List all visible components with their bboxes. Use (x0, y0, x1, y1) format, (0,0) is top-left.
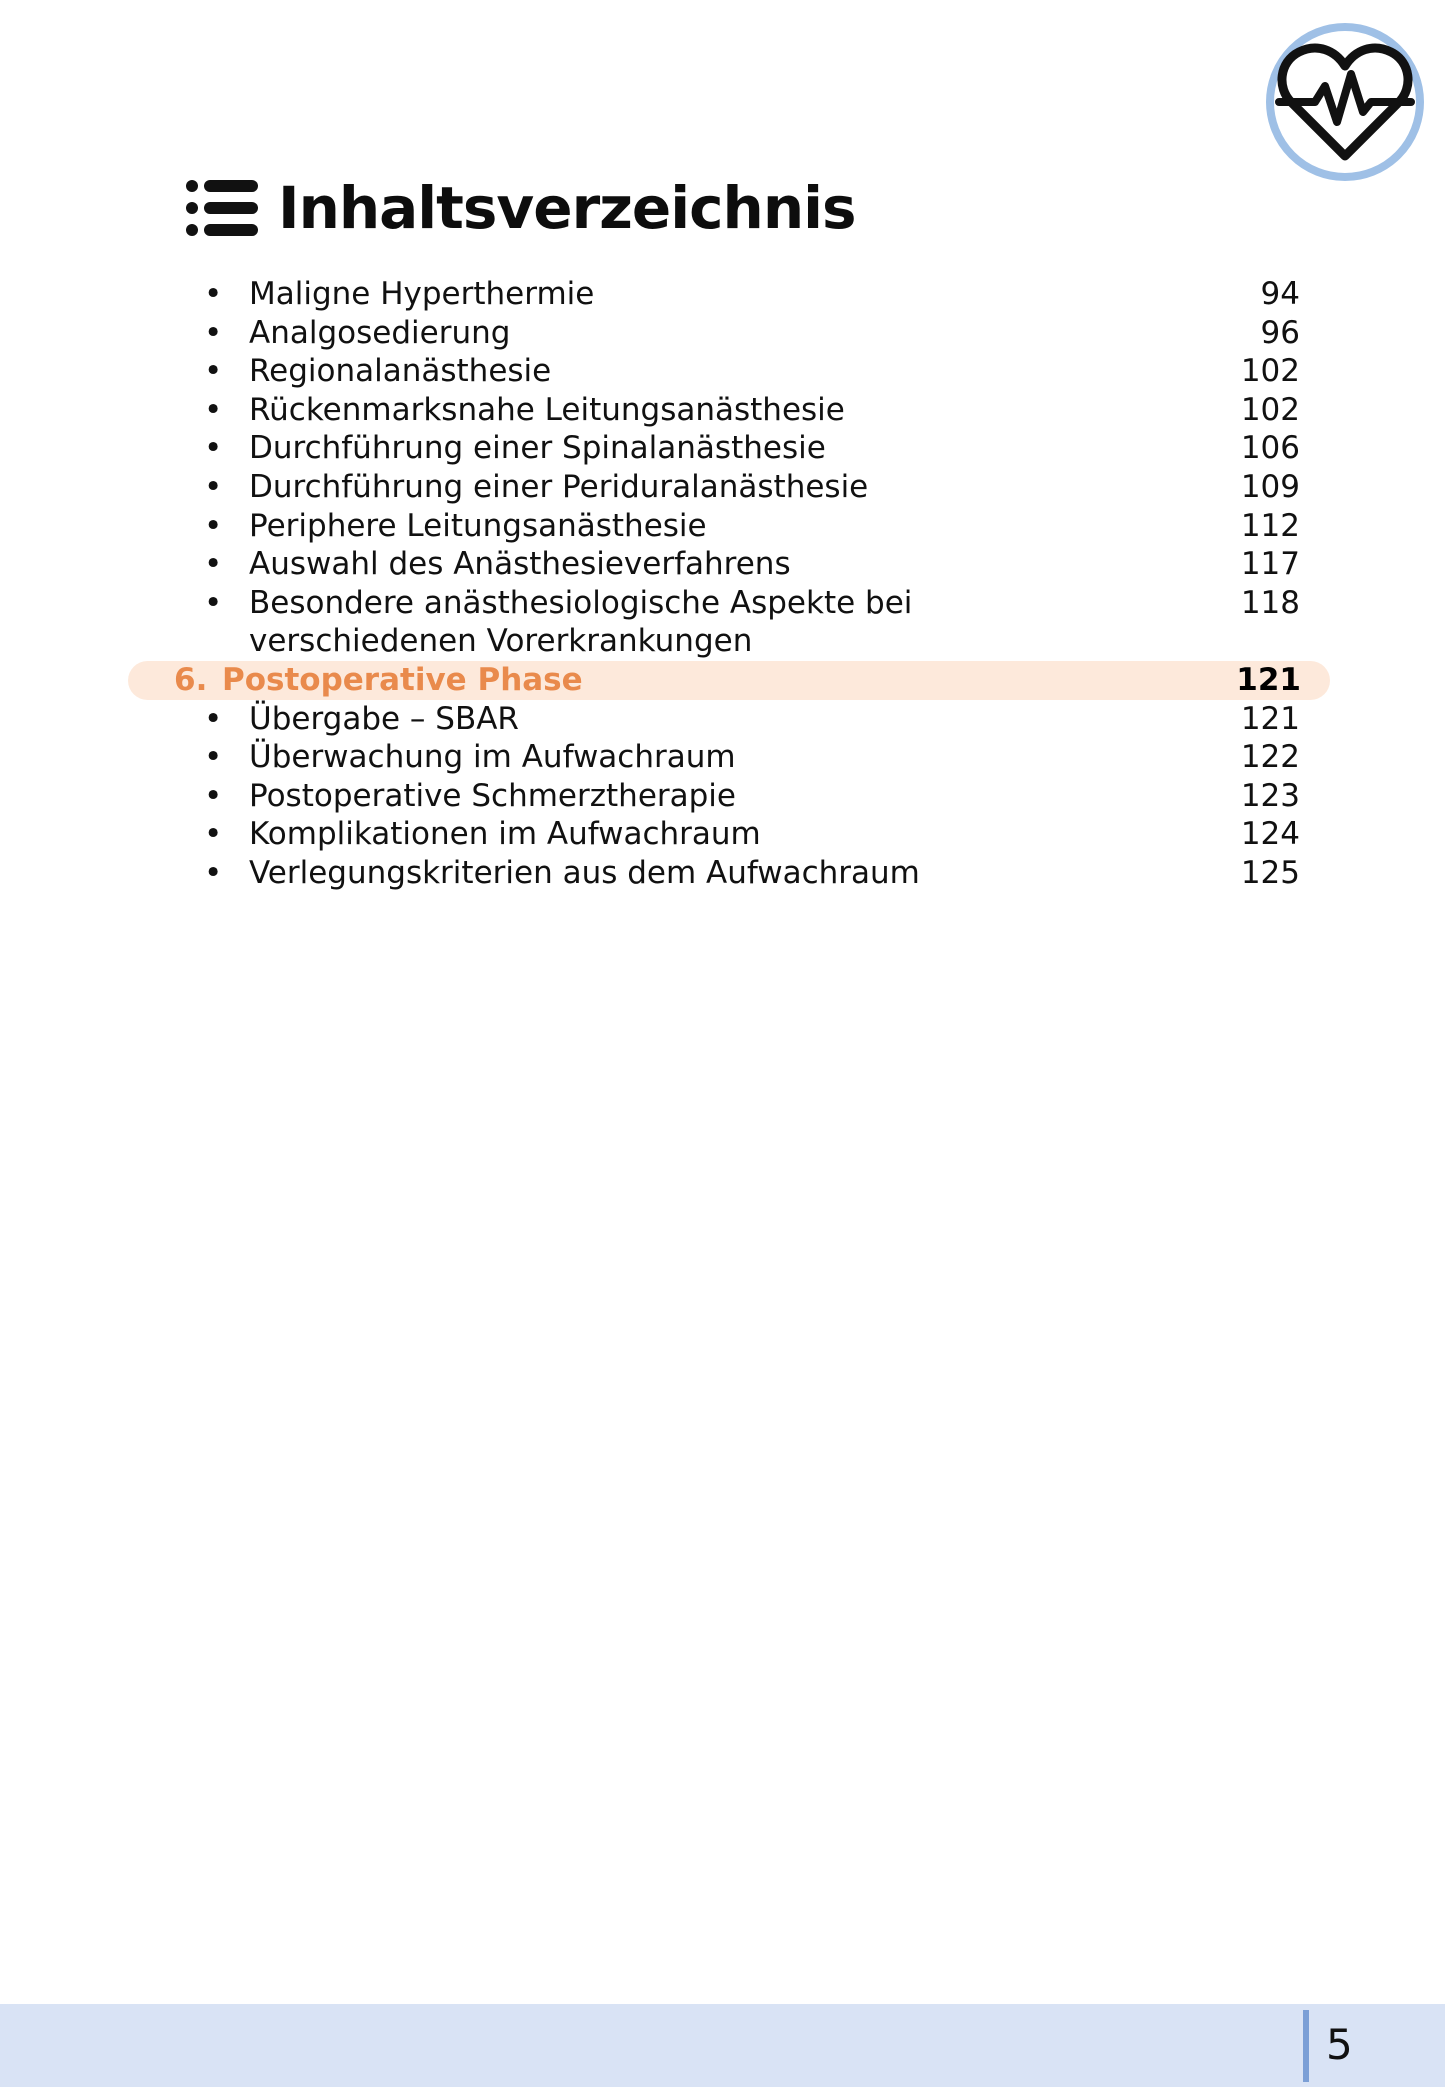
toc-entry[interactable] (0, 507, 1445, 546)
toc-entry[interactable] (0, 314, 1445, 353)
bullet: • (204, 739, 223, 776)
toc-entry-page: 102 (1240, 391, 1300, 428)
toc-entry[interactable] (0, 468, 1445, 507)
bullet: • (204, 314, 223, 351)
toc-section-postoperative-phase[interactable] (128, 661, 1330, 700)
toc-entry-page: 124 (1240, 816, 1300, 853)
page-title: Inhaltsverzeichnis (278, 174, 856, 242)
bullet: • (204, 584, 223, 621)
toc-entry-label: Besondere anästhesiologische Aspekte bei verschiedenen Vorerkrankungen (249, 584, 913, 660)
toc-entry-label: Durchführung einer Periduralanästhesie (249, 468, 869, 505)
toc-entry-label: Maligne Hyperthermie (249, 276, 595, 312)
bullet: • (204, 816, 223, 853)
toc-entry-label: Komplikationen im Aufwachraum (249, 816, 761, 853)
section-page: 121 (1236, 661, 1301, 698)
toc-entry-page: 125 (1240, 854, 1300, 891)
toc-entry-page: 122 (1240, 739, 1300, 776)
toc-entry[interactable] (0, 815, 1445, 854)
toc-entry-page: 94 (1260, 276, 1300, 312)
toc-entry-label: Durchführung einer Spinalanästhesie (249, 430, 826, 467)
toc-entry-label: Überwachung im Aufwachraum (249, 739, 736, 776)
page-number: 5 (1326, 2020, 1353, 2069)
bullet: • (204, 700, 223, 737)
toc-entry-page: 106 (1240, 430, 1300, 467)
toc-entry-page: 109 (1240, 468, 1300, 505)
section-number: 6. (174, 661, 208, 698)
bullet: • (204, 777, 223, 814)
toc-entry[interactable] (0, 738, 1445, 777)
toc-entry[interactable] (0, 429, 1445, 468)
toc-entry-label: Postoperative Schmerztherapie (249, 777, 736, 814)
toc-entry-page: 117 (1240, 546, 1300, 583)
table-of-contents (0, 275, 1445, 893)
bullet: • (204, 854, 223, 891)
footer-divider (1303, 2010, 1309, 2082)
toc-entry[interactable] (0, 854, 1445, 893)
toc-entry[interactable] (0, 700, 1445, 739)
toc-entry[interactable] (0, 352, 1445, 391)
toc-entry-label: Verlegungskriterien aus dem Aufwachraum (249, 854, 920, 891)
toc-entry-label: Rückenmarksnahe Leitungsanästhesie (249, 391, 845, 428)
bullet: • (204, 507, 223, 544)
bullet: • (204, 546, 223, 583)
toc-entry[interactable] (0, 584, 1445, 661)
toc-entry[interactable] (0, 391, 1445, 430)
heart-pulse-icon (1275, 40, 1415, 164)
bullet: • (204, 468, 223, 505)
toc-entry-page: 96 (1260, 314, 1300, 351)
toc-entry-page: 123 (1240, 777, 1300, 814)
bullet: • (204, 391, 223, 428)
toc-entry-label: Übergabe – SBAR (249, 700, 519, 737)
list-icon (186, 179, 258, 237)
toc-entry-page: 118 (1240, 584, 1300, 621)
toc-entry-label: Periphere Leitungsanästhesie (249, 507, 707, 544)
toc-entry[interactable] (0, 545, 1445, 584)
toc-entry-label: Analgosedierung (249, 314, 511, 351)
bullet: • (204, 353, 223, 390)
toc-entry[interactable] (0, 275, 1445, 314)
toc-entry[interactable] (0, 777, 1445, 816)
toc-entry-label: Auswahl des Anästhesieverfahrens (249, 546, 791, 583)
toc-entry-page: 121 (1240, 700, 1300, 737)
section-label: Postoperative Phase (222, 661, 583, 698)
bullet: • (204, 430, 223, 467)
heart-badge (1266, 23, 1424, 181)
page-footer (0, 2004, 1445, 2087)
toc-entry-label: Regionalanästhesie (249, 353, 552, 390)
toc-entry-page: 102 (1240, 353, 1300, 390)
page-title-block (186, 168, 856, 248)
bullet: • (204, 276, 223, 312)
toc-entry-page: 112 (1240, 507, 1300, 544)
